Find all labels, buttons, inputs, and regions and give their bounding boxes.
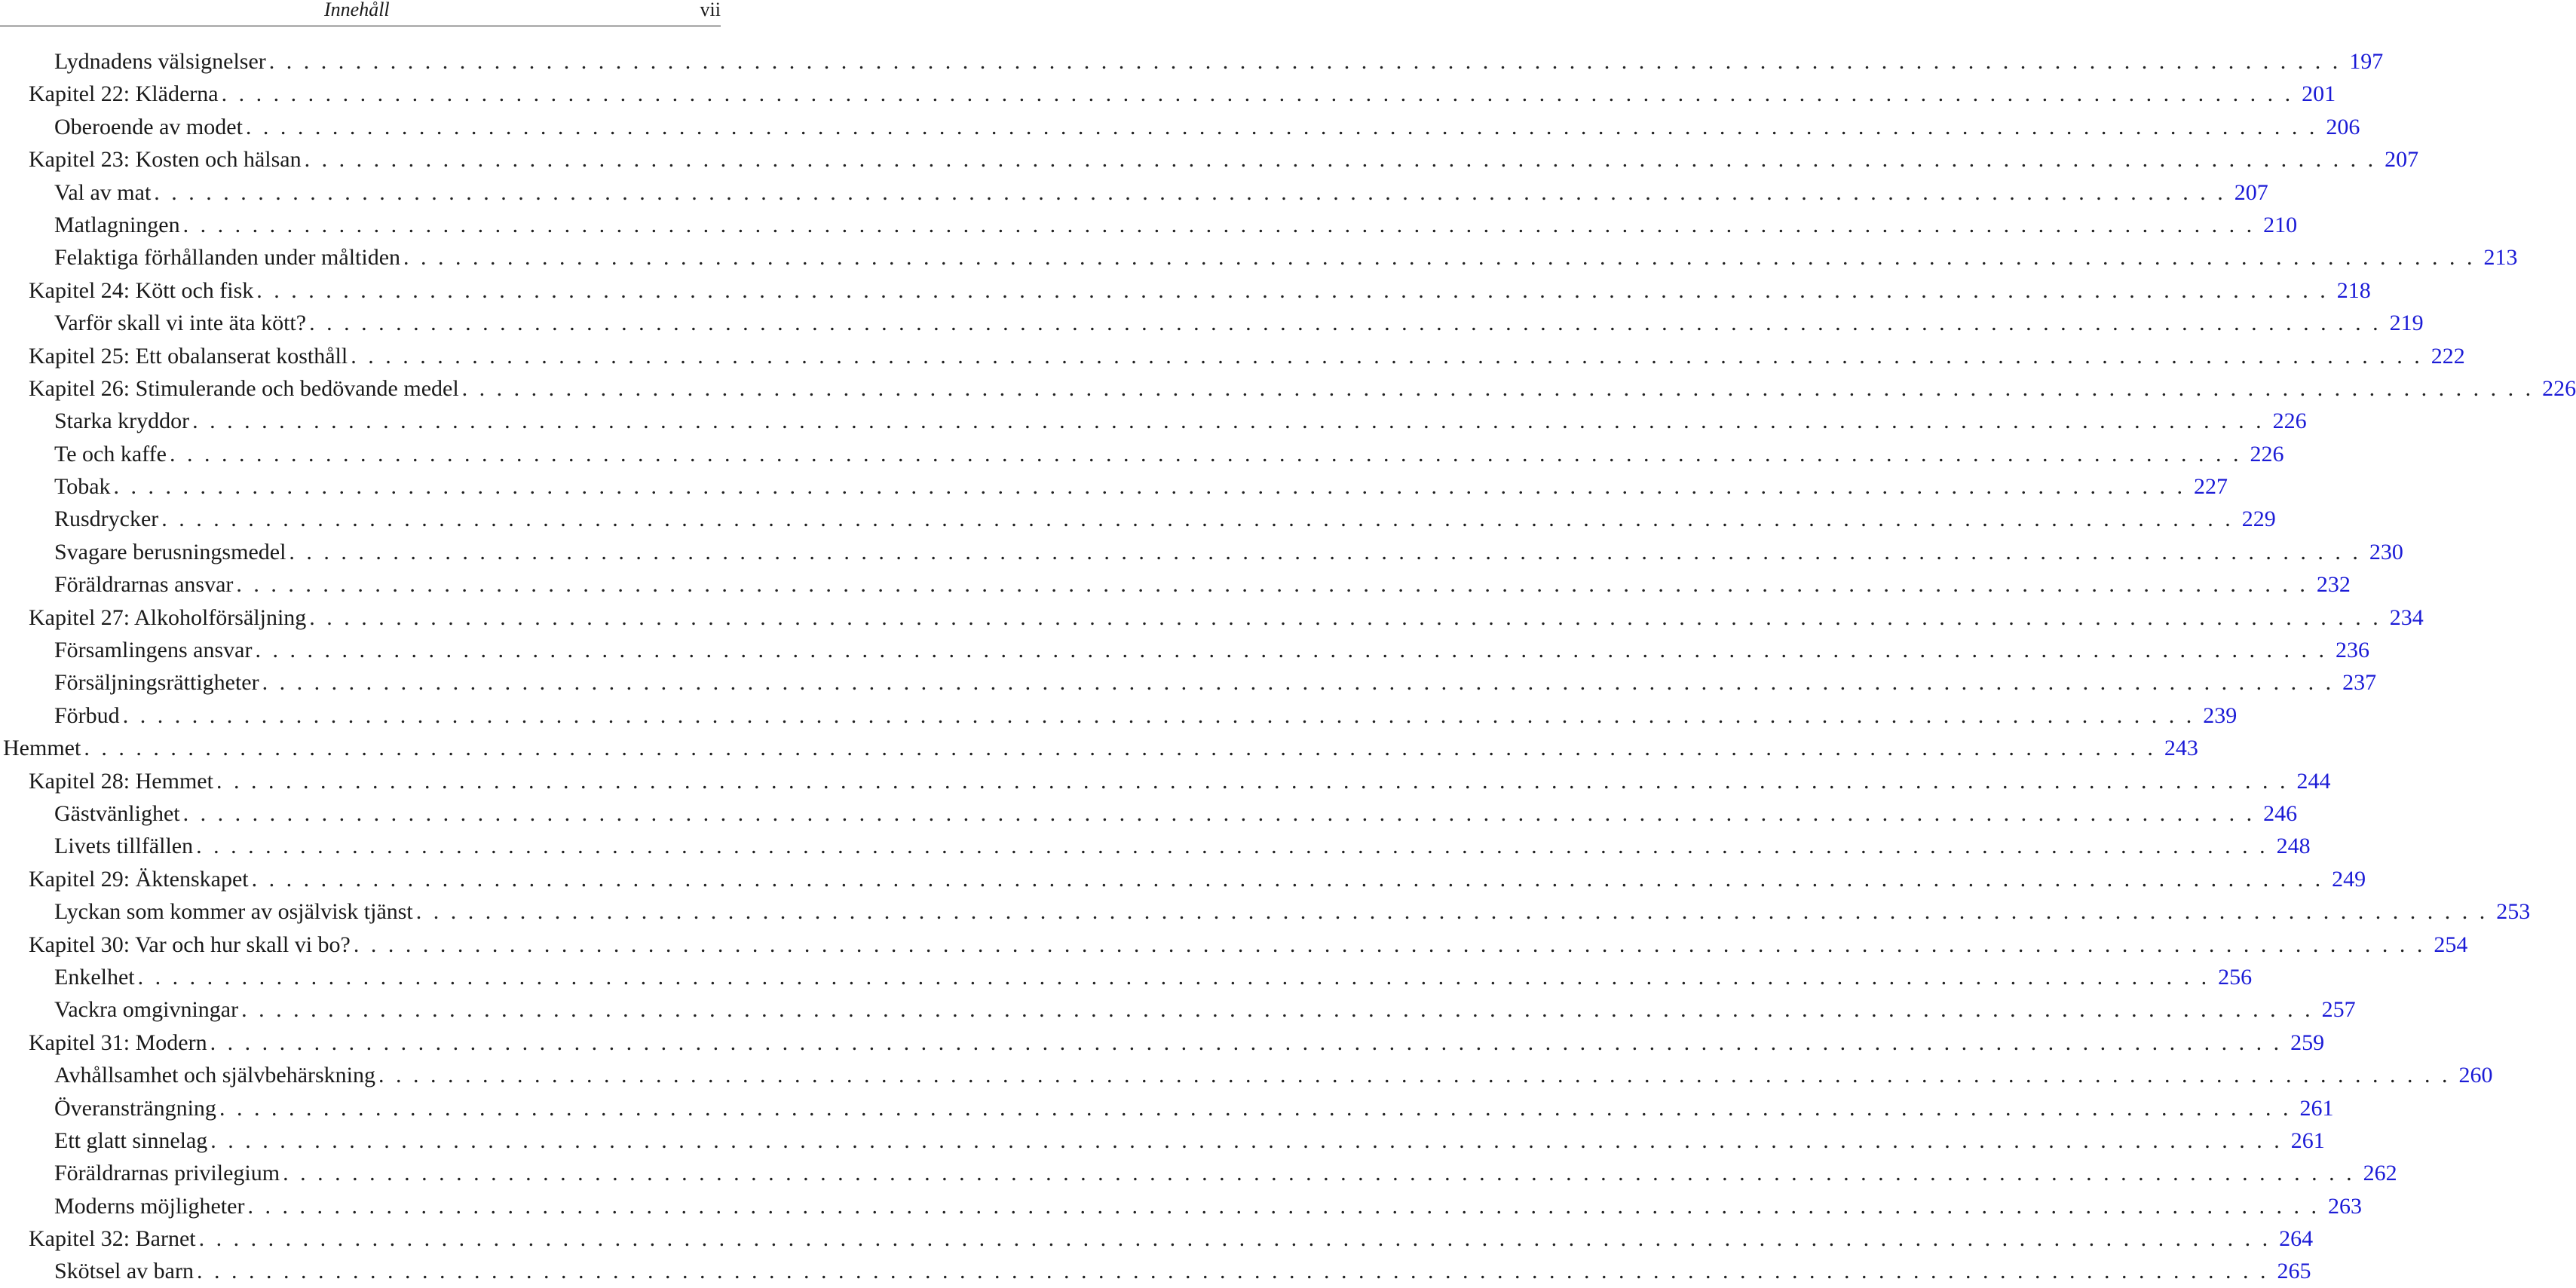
toc-entry[interactable] (0, 1026, 2325, 1059)
toc-entry[interactable] (0, 732, 2198, 764)
dot-leader: . . . . . . . . . . . . . . . . . . . . . . . . . . . . . . . . . . . . . . . . . . . . . . . . . . . . . . . . . . . . . . . . . . . . . . . . . . . . . . . . . . . . . . . . . . . . . . . . . . . . . . . . . . . . . . . . . . . . . . . . (283, 1161, 2355, 1186)
dot-leader: . . . . . . . . . . . . . . . . . . . . . . . . . . . . . . . . . . . . . . . . . . . . . . . . . . . . . . . . . . . . . . . . . . . . . . . . . . . . . . . . . . . . . . . . . . . . . . . . . . . . . . . . . . . . . . . . . . . . . . . . (219, 1095, 2292, 1121)
toc-page-link[interactable]: 226 (2542, 375, 2576, 401)
toc-page-link[interactable]: 226 (2272, 408, 2307, 434)
toc-page-link[interactable]: 232 (2316, 572, 2351, 598)
toc-entry[interactable] (0, 78, 2336, 110)
toc-entry-title[interactable]: Kapitel 29: Äktenskapet (29, 866, 249, 892)
dot-leader: . . . . . . . . . . . . . . . . . . . . . . . . . . . . . . . . . . . . . . . . . . . . . . . . . . . . . . . . . . . . . . . . . . . . . . . . . . . . . . . . . . . . . . . . . . . . . . . . . . . . . . . . . . . . . . . . . . . . . . . . (461, 375, 2535, 401)
toc-page-link[interactable]: 206 (2326, 114, 2360, 139)
toc-page-link[interactable]: 265 (2277, 1259, 2311, 1284)
toc-page-link[interactable]: 229 (2241, 506, 2276, 532)
toc-page-link[interactable]: 213 (2483, 245, 2518, 271)
dot-leader: . . . . . . . . . . . . . . . . . . . . . . . . . . . . . . . . . . . . . . . . . . . . . . . . . . . . . . . . . . . . . . . . . . . . . . . . . . . . . . . . . . . . . . . . . . . . . . . . . . . . . . . . . . . . . . . . . . . . . . . . (161, 506, 2234, 532)
toc-entry-title[interactable]: Moderns möjligheter (54, 1193, 245, 1219)
toc-entry-title[interactable]: Lydnadens välsignelser (54, 49, 266, 74)
toc-entry[interactable] (0, 405, 2307, 437)
dot-leader: . . . . . . . . . . . . . . . . . . . . . . . . . . . . . . . . . . . . . . . . . . . . . . . . . . . . . . . . . . . . . . . . . . . . . . . . . . . . . . . . . . . . . . . . . . . . . . . . . . . . . . . . . . . . . . . . . . . . . . . . (182, 800, 2256, 826)
dot-leader: . . . . . . . . . . . . . . . . . . . . . . . . . . . . . . . . . . . . . . . . . . . . . . . . . . . . . . . . . . . . . . . . . . . . . . . . . . . . . . . . . . . . . . . . . . . . . . . . . . . . . . . . . . . . . . . . . . . . . . . . (251, 866, 2324, 892)
toc-entry-title[interactable]: Te och kaffe (54, 441, 167, 467)
toc-entry[interactable] (0, 961, 2253, 993)
toc-entry-title[interactable]: Kapitel 22: Kläderna (29, 81, 219, 107)
toc-entry-title[interactable]: Varför skall vi inte äta kött? (54, 311, 307, 336)
toc-page-link[interactable]: 207 (2234, 179, 2268, 205)
toc-entry-title[interactable]: Kapitel 24: Kött och fisk (29, 277, 254, 303)
toc-entry[interactable] (0, 340, 2465, 372)
toc-entry[interactable] (0, 830, 2311, 862)
toc-entry-title[interactable]: Rusdrycker (54, 506, 159, 532)
toc-page-link[interactable]: 244 (2296, 768, 2331, 794)
toc-entry[interactable] (0, 993, 2356, 1026)
dot-leader: . . . . . . . . . . . . . . . . . . . . . . . . . . . . . . . . . . . . . . . . . . . . . . . . . . . . . . . . . . . . . . . . . . . . . . . . . . . . . . . . . . . . . . . . . . . . . . . . . . . . . . . . . . . . . . . . . . . . . . . . (351, 343, 2423, 369)
toc-entry-title[interactable]: Starka kryddor (54, 408, 190, 434)
toc-entry[interactable] (0, 1255, 2311, 1287)
dot-leader: . . . . . . . . . . . . . . . . . . . . . . . . . . . . . . . . . . . . . . . . . . . . . . . . . . . . . . . . . . . . . . . . . . . . . . . . . . . . . . . . . . . . . . . . . . . . . . . . . . . . . . . . . . . . . . . . . . . . . . . . (122, 702, 2195, 728)
dot-leader: . . . . . . . . . . . . . . . . . . . . . . . . . . . . . . . . . . . . . . . . . . . . . . . . . . . . . . . . . . . . . . . . . . . . . . . . . . . . . . . . . . . . . . . . . . . . . . . . . . . . . . . . . . . . . . . . . . . . . . . . (182, 212, 2256, 237)
toc-page-link[interactable]: 246 (2263, 800, 2298, 826)
toc-entry-title[interactable]: Svagare berusningsmedel (54, 539, 286, 564)
toc-entry[interactable] (0, 929, 2468, 961)
dot-leader: . . . . . . . . . . . . . . . . . . . . . . . . . . . . . . . . . . . . . . . . . . . . . . . . . . . . . . . . . . . . . . . . . . . . . . . . . . . . . . . . . . . . . . . . . . . . . . . . . . . . . . . . . . . . . . . . . . . . . . . . (255, 638, 2327, 663)
dot-leader: . . . . . . . . . . . . . . . . . . . . . . . . . . . . . . . . . . . . . . . . . . . . . . . . . . . . . . . . . . . . . . . . . . . . . . . . . . . . . . . . . . . . . . . . . . . . . . . . . . . . . . . . . . . . . . . . . . . . . . . . (198, 1226, 2271, 1252)
toc-entry[interactable] (0, 307, 2424, 339)
toc-page-link[interactable]: 219 (2389, 311, 2424, 336)
toc-entry[interactable] (0, 470, 2228, 503)
page-number: vii (700, 0, 721, 20)
toc-page-link[interactable]: 263 (2327, 1193, 2362, 1219)
toc-entry-title[interactable]: Skötsel av barn (54, 1259, 194, 1284)
toc-entry-title[interactable]: Lyckan som kommer av osjälvisk tjänst (54, 899, 413, 925)
running-title: Innehåll (324, 0, 390, 20)
toc-entry-title[interactable]: Enkelhet (54, 964, 135, 990)
dot-leader: . . . . . . . . . . . . . . . . . . . . . . . . . . . . . . . . . . . . . . . . . . . . . . . . . . . . . . . . . . . . . . . . . . . . . . . . . . . . . . . . . . . . . . . . . . . . . . . . . . . . . . . . . . . . . . . . . . . . . . . . (289, 539, 2361, 564)
dot-leader: . . . . . . . . . . . . . . . . . . . . . . . . . . . . . . . . . . . . . . . . . . . . . . . . . . . . . . . . . . . . . . . . . . . . . . . . . . . . . . . . . . . . . . . . . . . . . . . . . . . . . . . . . . . . . . . . . . . . . . . . (216, 768, 2289, 794)
toc-entry-title[interactable]: Kapitel 28: Hemmet (29, 768, 213, 794)
dot-leader: . . . . . . . . . . . . . . . . . . . . . . . . . . . . . . . . . . . . . . . . . . . . . . . . . . . . . . . . . . . . . . . . . . . . . . . . . . . . . . . . . . . . . . . . . . . . . . . . . . . . . . . . . . . . . . . . . . . . . . . . (137, 964, 2210, 990)
toc-entry[interactable] (0, 1190, 2362, 1222)
toc-page-link[interactable]: 218 (2336, 277, 2371, 303)
toc-page-link[interactable]: 201 (2302, 81, 2336, 107)
dot-leader: . . . . . . . . . . . . . . . . . . . . . . . . . . . . . . . . . . . . . . . . . . . . . . . . . . . . . . . . . . . . . . . . . . . . . . . . . . . . . . . . . . . . . . . . . . . . . . . . . . . . . . . . . . . . . . . . . . . . . . . . (415, 899, 2489, 925)
toc-entry-title[interactable]: Ett glatt sinnelag (54, 1127, 208, 1153)
dot-leader: . . . . . . . . . . . . . . . . . . . . . . . . . . . . . . . . . . . . . . . . . . . . . . . . . . . . . . . . . . . . . . . . . . . . . . . . . . . . . . . . . . . . . . . . . . . . . . . . . . . . . . . . . . . . . . . . . . . . . . . . (154, 179, 2226, 205)
toc-entry[interactable] (0, 1222, 2314, 1255)
toc-entry-title[interactable]: Felaktiga förhållanden under måltiden (54, 245, 401, 271)
toc-entry[interactable] (0, 699, 2238, 732)
dot-leader: . . . . . . . . . . . . . . . . . . . . . . . . . . . . . . . . . . . . . . . . . . . . . . . . . . . . . . . . . . . . . . . . . . . . . . . . . . . . . . . . . . . . . . . . . . . . . . . . . . . . . . . . . . . . . . . . . . . . . . . . (241, 997, 2314, 1023)
dot-leader: . . . . . . . . . . . . . . . . . . . . . . . . . . . . . . . . . . . . . . . . . . . . . . . . . . . . . . . . . . . . . . . . . . . . . . . . . . . . . . . . . . . . . . . . . . . . . . . . . . . . . . . . . . . . . . . . . . . . . . . . (378, 1063, 2451, 1088)
toc-page-link[interactable]: 226 (2250, 441, 2284, 467)
dot-leader: . . . . . . . . . . . . . . . . . . . . . . . . . . . . . . . . . . . . . . . . . . . . . . . . . . . . . . . . . . . . . . . . . . . . . . . . . . . . . . . . . . . . . . . . . . . . . . . . . . . . . . . . . . . . . . . . . . . . . . . . (210, 1029, 2283, 1055)
toc-entry-title[interactable]: Kapitel 25: Ett obalanserat kosthåll (29, 343, 348, 369)
table-of-contents (0, 45, 2576, 1288)
toc-entry[interactable] (0, 503, 2276, 535)
toc-page-link[interactable]: 256 (2218, 964, 2253, 990)
toc-page-link[interactable]: 254 (2434, 932, 2468, 957)
toc-page-link[interactable]: 261 (2290, 1127, 2325, 1153)
toc-entry-title[interactable]: Kapitel 32: Barnet (29, 1226, 196, 1252)
dot-leader: . . . . . . . . . . . . . . . . . . . . . . . . . . . . . . . . . . . . . . . . . . . . . . . . . . . . . . . . . . . . . . . . . . . . . . . . . . . . . . . . . . . . . . . . . . . . . . . . . . . . . . . . . . . . . . . . . . . . . . . . (256, 277, 2329, 303)
toc-entry[interactable] (0, 45, 2384, 78)
toc-page-link[interactable]: 227 (2194, 474, 2228, 500)
toc-entry-title[interactable]: Föräldrarnas privilegium (54, 1161, 280, 1186)
dot-leader: . . . . . . . . . . . . . . . . . . . . . . . . . . . . . . . . . . . . . . . . . . . . . . . . . . . . . . . . . . . . . . . . . . . . . . . . . . . . . . . . . . . . . . . . . . . . . . . . . . . . . . . . . . . . . . . . . . . . . . . . (236, 572, 2308, 598)
toc-page-link[interactable]: 261 (2299, 1095, 2334, 1121)
toc-page-link[interactable]: 234 (2389, 604, 2424, 630)
toc-page-link[interactable]: 210 (2263, 212, 2298, 237)
toc-entry-title[interactable]: Oberoende av modet (54, 114, 243, 139)
toc-entry[interactable] (0, 568, 2351, 601)
toc-entry[interactable] (0, 111, 2360, 143)
dot-leader: . . . . . . . . . . . . . . . . . . . . . . . . . . . . . . . . . . . . . . . . . . . . . . . . . . . . . . . . . . . . . . . . . . . . . . . . . . . . . . . . . . . . . . . . . . . . . . . . . . . . . . . . . . . . . . . . . . . . . . . . (309, 311, 2381, 336)
toc-entry[interactable] (0, 666, 2377, 699)
toc-entry[interactable] (0, 209, 2298, 241)
page-header (0, 0, 721, 26)
toc-page-link[interactable]: 207 (2385, 147, 2419, 173)
toc-entry[interactable] (0, 1124, 2325, 1157)
toc-entry-title[interactable]: Kapitel 26: Stimulerande och bedövande medel (29, 375, 459, 401)
toc-page-link[interactable]: 197 (2349, 49, 2384, 74)
dot-leader: . . . . . . . . . . . . . . . . . . . . . . . . . . . . . . . . . . . . . . . . . . . . . . . . . . . . . . . . . . . . . . . . . . . . . . . . . . . . . . . . . . . . . . . . . . . . . . . . . . . . . . . . . . . . . . . . . . . . . . . . (245, 114, 2318, 139)
toc-entry-title[interactable]: Hemmet (3, 736, 81, 761)
toc-entry[interactable] (0, 765, 2331, 797)
dot-leader: . . . . . . . . . . . . . . . . . . . . . . . . . . . . . . . . . . . . . . . . . . . . . . . . . . . . . . . . . . . . . . . . . . . . . . . . . . . . . . . . . . . . . . . . . . . . . . . . . . . . . . . . . . . . . . . . . . . . . . . . (196, 834, 2268, 859)
toc-page-link[interactable]: 237 (2342, 670, 2377, 696)
toc-entry-title[interactable]: Vackra omgivningar (54, 997, 239, 1023)
toc-page-link[interactable]: 222 (2431, 343, 2465, 369)
toc-entry-title[interactable]: Föräldrarnas ansvar (54, 572, 234, 598)
dot-leader: . . . . . . . . . . . . . . . . . . . . . . . . . . . . . . . . . . . . . . . . . . . . . . . . . . . . . . . . . . . . . . . . . . . . . . . . . . . . . . . . . . . . . . . . . . . . . . . . . . . . . . . . . . . . . . . . . . . . . . . . (113, 474, 2186, 500)
toc-entry[interactable] (0, 895, 2531, 928)
toc-page-link[interactable]: 236 (2335, 638, 2369, 663)
toc-entry[interactable] (0, 176, 2268, 209)
toc-entry-title[interactable]: Kapitel 31: Modern (29, 1029, 207, 1055)
toc-entry[interactable] (0, 438, 2284, 470)
toc-page-link[interactable]: 239 (2203, 702, 2238, 728)
dot-leader: . . . . . . . . . . . . . . . . . . . . . . . . . . . . . . . . . . . . . . . . . . . . . . . . . . . . . . . . . . . . . . . . . . . . . . . . . . . . . . . . . . . . . . . . . . . . . . . . . . . . . . . . . . . . . . . . . . . . . . . . (221, 81, 2294, 107)
toc-entry[interactable] (0, 536, 2403, 568)
dot-leader: . . . . . . . . . . . . . . . . . . . . . . . . . . . . . . . . . . . . . . . . . . . . . . . . . . . . . . . . . . . . . . . . . . . . . . . . . . . . . . . . . . . . . . . . . . . . . . . . . . . . . . . . . . . . . . . . . . . . . . . . (84, 736, 2156, 761)
toc-page-link[interactable]: 248 (2276, 834, 2311, 859)
dot-leader: . . . . . . . . . . . . . . . . . . . . . . . . . . . . . . . . . . . . . . . . . . . . . . . . . . . . . . . . . . . . . . . . . . . . . . . . . . . . . . . . . . . . . . . . . . . . . . . . . . . . . . . . . . . . . . . . . . . . . . . . (403, 245, 2476, 271)
toc-entry-title[interactable]: Överansträngning (54, 1095, 216, 1121)
dot-leader: . . . . . . . . . . . . . . . . . . . . . . . . . . . . . . . . . . . . . . . . . . . . . . . . . . . . . . . . . . . . . . . . . . . . . . . . . . . . . . . . . . . . . . . . . . . . . . . . . . . . . . . . . . . . . . . . . . . . . . . . (309, 604, 2381, 630)
dot-leader: . . . . . . . . . . . . . . . . . . . . . . . . . . . . . . . . . . . . . . . . . . . . . . . . . . . . . . . . . . . . . . . . . . . . . . . . . . . . . . . . . . . . . . . . . . . . . . . . . . . . . . . . . . . . . . . . . . . . . . . . (192, 408, 2265, 434)
toc-entry-title[interactable]: Församlingens ansvar (54, 638, 253, 663)
dot-leader: . . . . . . . . . . . . . . . . . . . . . . . . . . . . . . . . . . . . . . . . . . . . . . . . . . . . . . . . . . . . . . . . . . . . . . . . . . . . . . . . . . . . . . . . . . . . . . . . . . . . . . . . . . . . . . . . . . . . . . . . (210, 1127, 2283, 1153)
toc-entry[interactable] (0, 634, 2369, 666)
toc-entry-title[interactable]: Matlagningen (54, 212, 180, 237)
toc-entry-title[interactable]: Kapitel 30: Var och hur skall vi bo? (29, 932, 351, 957)
toc-entry[interactable] (0, 1092, 2334, 1124)
toc-entry-title[interactable]: Val av mat (54, 179, 152, 205)
toc-entry-title[interactable]: Förbud (54, 702, 120, 728)
toc-entry[interactable] (0, 241, 2518, 274)
dot-leader: . . . . . . . . . . . . . . . . . . . . . . . . . . . . . . . . . . . . . . . . . . . . . . . . . . . . . . . . . . . . . . . . . . . . . . . . . . . . . . . . . . . . . . . . . . . . . . . . . . . . . . . . . . . . . . . . . . . . . . . . (304, 147, 2377, 173)
toc-page-link[interactable]: 253 (2496, 899, 2531, 925)
dot-leader: . . . . . . . . . . . . . . . . . . . . . . . . . . . . . . . . . . . . . . . . . . . . . . . . . . . . . . . . . . . . . . . . . . . . . . . . . . . . . . . . . . . . . . . . . . . . . . . . . . . . . . . . . . . . . . . . . . . . . . . . (169, 441, 2242, 467)
dot-leader: . . . . . . . . . . . . . . . . . . . . . . . . . . . . . . . . . . . . . . . . . . . . . . . . . . . . . . . . . . . . . . . . . . . . . . . . . . . . . . . . . . . . . . . . . . . . . . . . . . . . . . . . . . . . . . . . . . . . . . . . (262, 670, 2335, 696)
toc-page-link[interactable]: 249 (2332, 866, 2366, 892)
toc-page-link[interactable]: 243 (2164, 736, 2198, 761)
toc-entry[interactable] (0, 863, 2366, 895)
toc-entry-title[interactable]: Avhållsamhet och självbehärskning (54, 1063, 376, 1088)
toc-entry-title[interactable]: Kapitel 23: Kosten och hälsan (29, 147, 302, 173)
toc-entry-title[interactable]: Livets tillfällen (54, 834, 194, 859)
toc-entry-title[interactable]: Gästvänlighet (54, 800, 180, 826)
toc-page-link[interactable]: 257 (2321, 997, 2356, 1023)
toc-entry[interactable] (0, 372, 2576, 405)
toc-page-link[interactable]: 264 (2279, 1226, 2314, 1252)
toc-page-link[interactable]: 259 (2290, 1029, 2325, 1055)
toc-entry-title[interactable]: Kapitel 27: Alkoholförsäljning (29, 604, 307, 630)
toc-entry[interactable] (0, 1157, 2397, 1189)
toc-page-link[interactable]: 230 (2369, 539, 2403, 564)
dot-leader: . . . . . . . . . . . . . . . . . . . . . . . . . . . . . . . . . . . . . . . . . . . . . . . . . . . . . . . . . . . . . . . . . . . . . . . . . . . . . . . . . . . . . . . . . . . . . . . . . . . . . . . . . . . . . . . . . . . . . . . . (247, 1193, 2320, 1219)
toc-entry-title[interactable]: Tobak (54, 474, 111, 500)
toc-entry[interactable] (0, 1059, 2493, 1091)
toc-page-link[interactable]: 260 (2458, 1063, 2493, 1088)
dot-leader: . . . . . . . . . . . . . . . . . . . . . . . . . . . . . . . . . . . . . . . . . . . . . . . . . . . . . . . . . . . . . . . . . . . . . . . . . . . . . . . . . . . . . . . . . . . . . . . . . . . . . . . . . . . . . . . . . . . . . . . . (353, 932, 2426, 957)
toc-entry[interactable] (0, 143, 2419, 176)
toc-entry-title[interactable]: Försäljningsrättigheter (54, 670, 259, 696)
toc-entry[interactable] (0, 601, 2424, 634)
toc-page-link[interactable]: 262 (2363, 1161, 2397, 1186)
dot-leader: . . . . . . . . . . . . . . . . . . . . . . . . . . . . . . . . . . . . . . . . . . . . . . . . . . . . . . . . . . . . . . . . . . . . . . . . . . . . . . . . . . . . . . . . . . . . . . . . . . . . . . . . . . . . . . . . . . . . . . . . (196, 1259, 2269, 1284)
toc-entry[interactable] (0, 274, 2371, 307)
dot-leader: . . . . . . . . . . . . . . . . . . . . . . . . . . . . . . . . . . . . . . . . . . . . . . . . . . . . . . . . . . . . . . . . . . . . . . . . . . . . . . . . . . . . . . . . . . . . . . . . . . . . . . . . . . . . . . . . . . . . . . . . (268, 49, 2342, 74)
toc-entry[interactable] (0, 797, 2298, 830)
